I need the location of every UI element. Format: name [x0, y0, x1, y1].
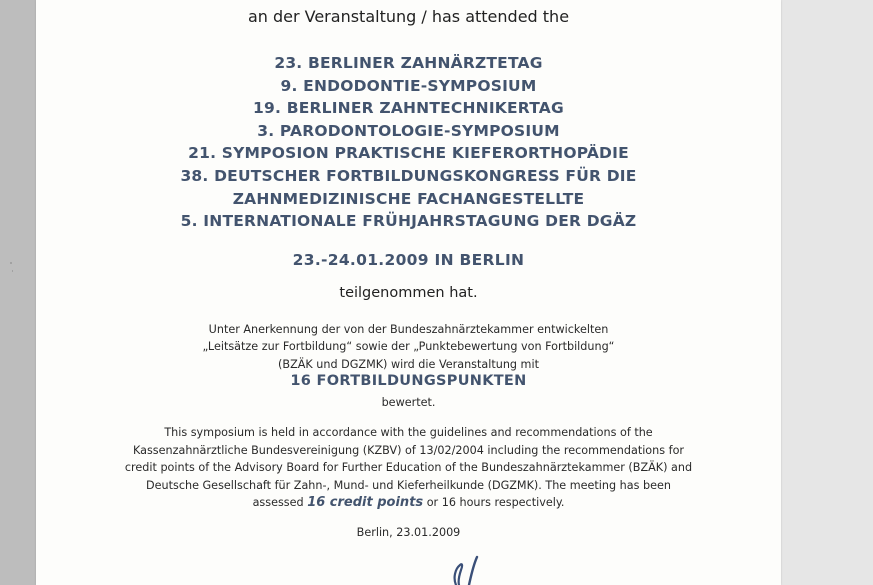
scan-speck — [12, 270, 13, 272]
english-statement-line: This symposium is held in accordance with the guidelines and recommendations of the — [164, 426, 653, 439]
signature-date: Berlin, 23.01.2009 — [356, 526, 461, 539]
event-item: 3. PARODONTOLOGIE-SYMPOSIUM — [257, 121, 560, 140]
event-date-place: 23.-24.01.2009 IN BERLIN — [292, 251, 525, 269]
attended-line: an der Veranstaltung / has attended the — [247, 7, 570, 26]
german-recognition-text — [36, 321, 781, 373]
event-list — [36, 52, 781, 233]
english-statement-last-line — [36, 494, 781, 512]
english-credit-points: 16 credit points — [307, 495, 424, 511]
event-item: 9. ENDODONTIE-SYMPOSIUM — [280, 76, 537, 95]
scan-border-left — [0, 0, 36, 585]
english-statement-line: Kassenzahnärztliche Bundesvereinigung (KZBV) of 13/02/2004 including the recommendations for — [132, 443, 685, 457]
english-statement-line: credit points of the Advisory Board for Further Education of the Bundeszahnärztekammer (BZÄK) and — [124, 461, 693, 475]
credit-points-heading: 16 FORTBILDUNGSPUNKTEN — [290, 373, 527, 389]
english-statement-line: Deutsche Gesellschaft für Zahn-, Mund- und Kieferheilkunde (DGZMK). The meeting has been — [146, 478, 671, 492]
english-assessed-suffix: or 16 hours respectively. — [426, 496, 565, 510]
signature-mark — [440, 554, 500, 585]
event-item: 23. BERLINER ZAHNÄRZTETAG — [274, 54, 543, 72]
scan-speck — [10, 262, 12, 264]
rated-text: bewertet. — [381, 396, 436, 409]
english-assessed-prefix: assessed — [252, 496, 304, 510]
english-statement — [36, 424, 781, 512]
german-recognition-line: Unter Anerkennung der von der Bundeszahnärztekammer entwickelten — [208, 323, 609, 336]
participated-text: teilgenommen hat. — [339, 285, 478, 301]
event-item: 19. BERLINER ZAHNTECHNIKERTAG — [253, 99, 564, 118]
german-recognition-line: (BZÄK und DGZMK) wird die Veranstaltung mit — [278, 357, 539, 371]
scan-border-right — [781, 0, 873, 585]
event-item: 38. DEUTSCHER FORTBILDUNGSKONGRESS FÜR DIE — [180, 166, 637, 185]
event-item: 5. INTERNATIONALE FRÜHJAHRSTAGUNG DER DGÄZ — [180, 212, 637, 231]
event-item: ZAHNMEDIZINISCHE FACHANGESTELLTE — [232, 189, 585, 208]
event-item: 21. SYMPOSION PRAKTISCHE KIEFERORTHOPÄDIE — [188, 144, 629, 163]
german-recognition-line: „Leitsätze zur Fortbildung“ sowie der „Punktebewertung von Fortbildung“ — [202, 340, 615, 354]
certificate-page — [36, 0, 781, 585]
